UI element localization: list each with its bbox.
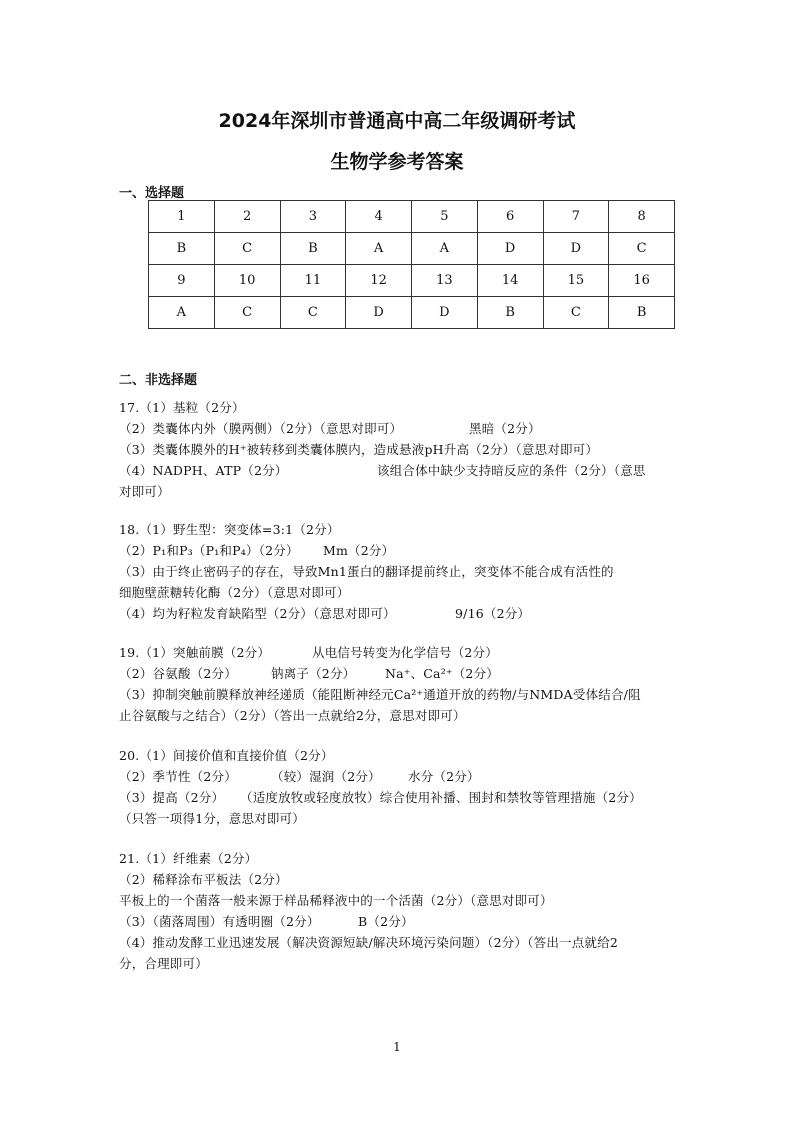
- answer-text: 分，合理即可）: [119, 956, 208, 971]
- answer-text: 止谷氨酸与之结合）（2分）（答出一点就给2分，意思对即可）: [119, 708, 466, 723]
- table-cell: D: [412, 297, 478, 329]
- answer-text: 18.（1）野生型：突变体=3:1（2分）: [119, 522, 340, 537]
- answer-text: B（2分）: [358, 914, 414, 929]
- page-subtitle: 生物学参考答案: [330, 151, 464, 173]
- table-cell: D: [543, 233, 609, 265]
- table-cell: 16: [609, 265, 675, 297]
- table-cell: C: [543, 297, 609, 329]
- table-cell: C: [214, 233, 280, 265]
- answer-text: （2）谷氨酸（2分）: [119, 666, 237, 681]
- table-cell: D: [346, 297, 412, 329]
- table-cell: 4: [346, 201, 412, 233]
- table-cell: 14: [477, 265, 543, 297]
- answer-text: （4）NADPH、ATP（2分）: [119, 463, 288, 478]
- table-cell: B: [280, 233, 346, 265]
- table-cell: B: [149, 233, 215, 265]
- answer-text: 17.（1）基粒（2分）: [119, 400, 245, 415]
- answer-text: 黑暗（2分）: [469, 421, 541, 436]
- table-cell: 9: [149, 265, 215, 297]
- answer-text: （4）均为籽粒发育缺陷型（2分）（意思对即可）: [119, 606, 396, 621]
- answer-text: （2）季节性（2分）: [119, 769, 237, 784]
- section-heading-nonchoice: 二、非选择题: [119, 373, 198, 388]
- section-heading-choice: 一、选择题: [119, 186, 185, 201]
- table-cell: C: [609, 233, 675, 265]
- table-row-question-numbers: [149, 201, 675, 233]
- table-cell: B: [609, 297, 675, 329]
- answer-text: 9/16（2分）: [455, 606, 531, 621]
- answer-text: 细胞壁蔗糖转化酶（2分）（意思对即可）: [119, 585, 350, 600]
- answer-text: 对即可）: [119, 484, 170, 499]
- table-cell: B: [477, 297, 543, 329]
- answer-table: [148, 200, 675, 329]
- table-cell: A: [149, 297, 215, 329]
- table-cell: D: [477, 233, 543, 265]
- page-number: 1: [393, 1040, 401, 1054]
- table-cell: 11: [280, 265, 346, 297]
- table-cell: 8: [609, 201, 675, 233]
- answer-text: 19.（1）突触前膜（2分）: [119, 645, 271, 660]
- table-cell: 3: [280, 201, 346, 233]
- page-title: 2024年深圳市普通高中高二年级调研考试: [218, 110, 576, 132]
- answer-text: （2）稀释涂布平板法（2分）: [119, 872, 288, 887]
- answer-text: 平板上的一个菌落一般来源于样品稀释液中的一个活菌（2分）（意思对即可）: [119, 893, 553, 908]
- table-cell: 15: [543, 265, 609, 297]
- answer-text: （较）湿润（2分）: [271, 769, 381, 784]
- table-cell: A: [346, 233, 412, 265]
- answer-text: （3）抑制突触前膜释放神经递质（能阻断神经元Ca²⁺通道开放的药物/与NMDA受体结合/阻: [119, 687, 641, 702]
- answer-text: Na⁺、Ca²⁺（2分）: [385, 666, 499, 681]
- table-cell: 13: [412, 265, 478, 297]
- answer-text: 该组合体中缺少支持暗反应的条件（2分）（意思: [377, 463, 646, 478]
- table-row-answers: [149, 297, 675, 329]
- table-cell: 5: [412, 201, 478, 233]
- answer-text: （3）由于终止密码子的存在，导致Mn1蛋白的翻译提前终止，突变体不能合成有活性的: [119, 564, 614, 579]
- table-cell: 7: [543, 201, 609, 233]
- answer-text: （4）推动发酵工业迅速发展（解决资源短缺/解决环境污染问题）（2分）（答出一点就给2: [119, 935, 618, 950]
- table-cell: 10: [214, 265, 280, 297]
- answer-text: （只答一项得1分，意思对即可）: [119, 811, 305, 826]
- table-cell: A: [412, 233, 478, 265]
- answer-text: （2）P₁和P₃（P₁和P₄）（2分）: [119, 543, 299, 558]
- table-row-answers: [149, 233, 675, 265]
- answer-text: 21.（1）纤维素（2分）: [119, 851, 258, 866]
- answer-text: （适度放牧或轻度放牧）综合使用补播、围封和禁牧等管理措施（2分）: [240, 790, 642, 805]
- table-cell: 12: [346, 265, 412, 297]
- answer-text: 水分（2分）: [408, 769, 480, 784]
- answer-text: （2）类囊体内外（膜两侧）（2分）（意思对即可）: [119, 421, 403, 436]
- table-cell: C: [214, 297, 280, 329]
- answer-text: 钠离子（2分）: [271, 666, 356, 681]
- table-cell: 6: [477, 201, 543, 233]
- answer-text: （3）（菌落周围）有透明圈（2分）: [119, 914, 320, 929]
- answer-text: Mm（2分）: [323, 543, 395, 558]
- answer-text: 从电信号转变为化学信号（2分）: [312, 645, 498, 660]
- table-cell: 1: [149, 201, 215, 233]
- table-cell: C: [280, 297, 346, 329]
- answer-text: （3）类囊体膜外的H⁺被转移到类囊体膜内，造成悬液pH升高（2分）（意思对即可）: [119, 442, 599, 457]
- table-row-question-numbers: [149, 265, 675, 297]
- table-cell: 2: [214, 201, 280, 233]
- answer-text: （3）提高（2分）: [119, 790, 225, 805]
- answer-text: 20.（1）间接价值和直接价值（2分）: [119, 748, 334, 763]
